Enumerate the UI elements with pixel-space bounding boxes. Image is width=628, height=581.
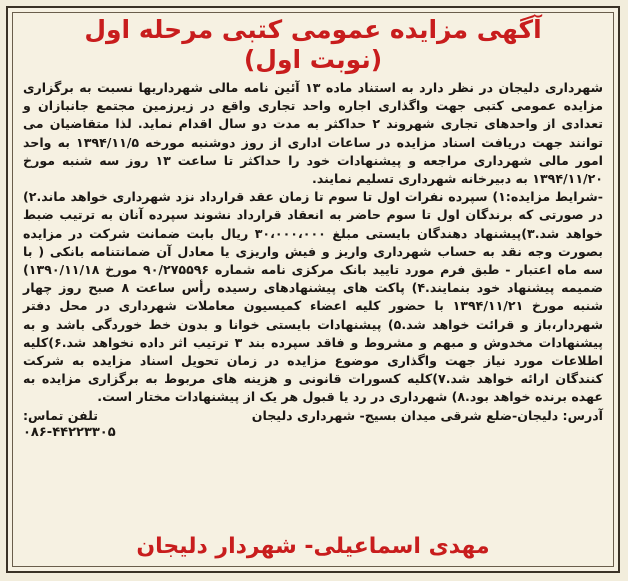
notice-subtitle: (نوبت اول) [243, 45, 383, 74]
signature: مهدی اسماعیلی- شهردار دلیجان [136, 534, 490, 559]
contact-phone-row [13, 425, 613, 440]
contact-row [13, 407, 613, 425]
notice-body [13, 75, 613, 407]
contact-phone: ۰۸۶-۴۴۲۲۳۳۰۵ [23, 424, 116, 440]
contact-phone-label: تلفن تماس: [23, 407, 98, 423]
contact-address: آدرس: دلیجان-ضلع شرقی میدان بسیج- شهرداری دلیجان [251, 407, 603, 423]
notice-paragraph-conditions: -شرایط مزایده:۱) سپرده نفرات اول تا سوم تا زمان عقد قرارداد نزد شهرداری خواهد ماند.۲) در صورتی که برندگان اول تا سوم حاضر به انعقاد قرارداد نشوند سپرده آنان به ترتیب ضبط خواهد شد.۳)پیشنهاد دهندگان بایستی مبلغ ۳۰،۰۰۰،۰۰۰ ریال بابت ضمانت شرکت در مزایده بصورت وجه نقد به حساب شهرداری واریز و فیش واریزی یا معادل آن ضمانتنامه بانکی ( با سه ماه اعتبار - طبق فرم مورد تایید بانک مرکزی نامه شماره ۹۰/۲۷۵۵۹۶ مورخ ۱۳۹۰/۱۱/۱۸) ضمیمه پیشنهاد خود بنمایند.۴) پاکت های پیشنهادهای رسیده رأس ساعت ۸ صبح روز چهار شنبه مورخ ۱۳۹۴/۱۱/۲۱ با حضور کلیه اعضاء کمیسیون معاملات شهرداری در محل دفتر شهردار،باز و قرائت خواهد شد.۵) پیشنهادات بایستی خوانا و بدون خط خوردگی باشد و به پیشنهادات مخدوش و مبهم و مشروط و فاقد سپرده بند ۳ ترتیب اثر داده نخواهد شد.۶)کلیه اطلاعات مورد نیاز جهت واگذاری موضوع مزایده در زمان تحویل اسناد مزایده به شرکت کنندگان ارائه خواهد شد.۷)کلیه کسورات قانونی و هزینه های مربوط به برگزاری مزایده به عهده برنده خواهد بود.۸) شهرداری در رد یا قبول هر یک از پیشنهادات مختار است. [23, 189, 604, 405]
notice-paragraph-intro: شهرداری دلیجان در نظر دارد به استناد ماده ۱۳ آئین نامه مالی شهرداریها نسبت به برگزاری مزایده عمومی کتبی جهت واگذاری اجاره واحد تجاری واقع در زیرزمین مجتمع جانبازان و تعدادی از واحدهای تجاری شهروند ۲ حداکثر به مدت دو سال اقدام نماید. لذا متقاضیان می توانند جهت دریافت اسناد مزایده در ساعات اداری از روز دوشنبه مورخه ۱۳۹۴/۱۱/۵ به واحد امور مالی شهرداری مراجعه و پیشنهادات خود را حداکثر تا ساعت ۱۳ روز سه شنبه مورخ ۱۳۹۴/۱۱/۲۰ به دبیرخانه شهرداری تسلیم نمایند. [23, 80, 603, 187]
notice-inner-border [12, 12, 614, 567]
notice-frame [6, 6, 620, 573]
notice-title: آگهی مزایده عمومی کتبی مرحله اول [84, 15, 542, 44]
